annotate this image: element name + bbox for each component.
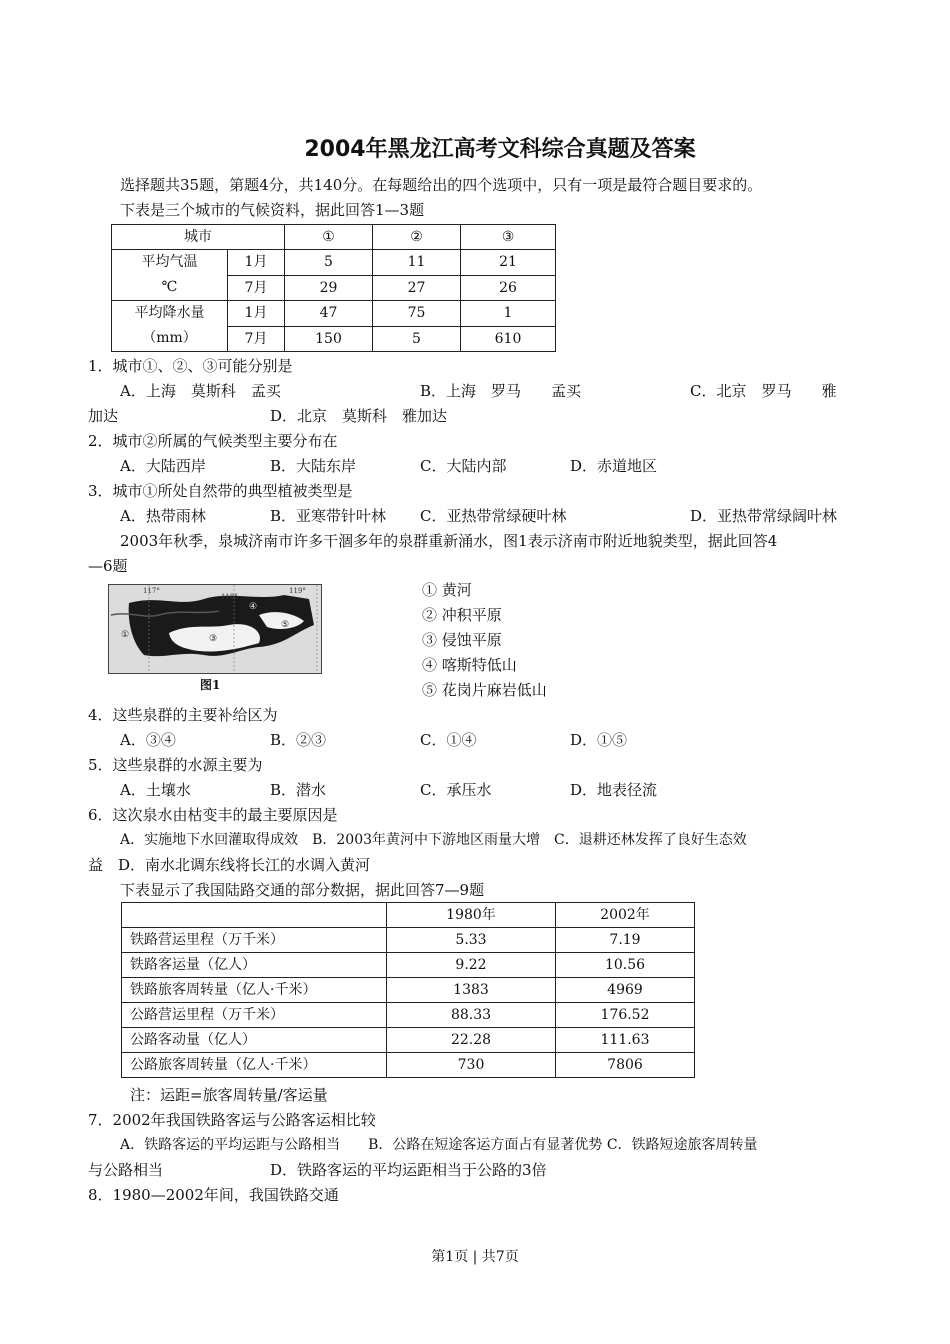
month-cell: 1月 — [228, 250, 285, 276]
temp-cell: 21 — [461, 250, 556, 276]
climate-header-col: ② — [373, 225, 461, 250]
transport-row-label: 铁路营运里程（万千米） — [122, 928, 387, 953]
q6-options-line2: 益 D．南水北调东线将长江的水调入黄河 — [88, 856, 371, 874]
lon-label: 117° — [143, 587, 160, 595]
q7-option-d: D．铁路客运的平均运距相当于公路的3倍 — [270, 1161, 547, 1179]
transport-cell: 22.28 — [387, 1028, 556, 1053]
transport-row-label: 铁路旅客周转量（亿人·千米） — [122, 978, 387, 1003]
landform-map — [108, 584, 322, 674]
temp-label-unit: ℃ — [161, 279, 178, 295]
q6-options-line1: A．实施地下水回灌取得成效 B．2003年黄河中下游地区雨量大增 C．退耕还林发挥了良好生态效 — [120, 832, 747, 848]
map-mark: ④ — [249, 602, 258, 612]
precip-label — [112, 301, 228, 352]
q5-option-a: A．土壤水 — [120, 781, 191, 799]
climate-intro: 下表是三个城市的气候资料，据此回答1—3题 — [120, 201, 425, 219]
transport-cell: 5.33 — [387, 928, 556, 953]
lon-label: 118° — [221, 593, 238, 601]
q6-stem: 6．这次泉水由枯变丰的最主要原因是 — [88, 806, 338, 824]
map-mark: ① — [121, 630, 130, 640]
intro-text: 选择题共35题，第题4分，共140分。在每题给出的四个选项中，只有一项是最符合题目要求的。 — [120, 176, 763, 194]
map-mark: ③ — [209, 634, 218, 644]
q8-stem: 8．1980—2002年间，我国铁路交通 — [88, 1186, 339, 1204]
transport-row-label: 铁路客运量（亿人） — [122, 953, 387, 978]
transport-header-year: 1980年 — [387, 903, 556, 928]
precip-cell: 5 — [373, 326, 461, 352]
q1-option-d: D．北京 莫斯科 雅加达 — [270, 407, 448, 425]
transport-cell: 111.63 — [556, 1028, 695, 1053]
temp-cell: 11 — [373, 250, 461, 276]
transport-header-blank — [122, 903, 387, 928]
q5-option-c: C．承压水 — [420, 781, 492, 799]
transport-row-label: 公路客动量（亿人） — [122, 1028, 387, 1053]
q3-option-d: D．亚热带常绿阔叶林 — [690, 507, 838, 525]
transport-cell: 176.52 — [556, 1003, 695, 1028]
q4-stem: 4．这些泉群的主要补给区为 — [88, 706, 278, 724]
q1-stem: 1．城市①、②、③可能分别是 — [88, 357, 293, 375]
map-mark: ⑤ — [281, 620, 290, 630]
legend-item: ① 黄河 — [422, 581, 472, 599]
precip-label-line: 平均降水量 — [134, 305, 205, 321]
q2-option-c: C．大陆内部 — [420, 457, 507, 475]
precip-label-unit: （mm） — [142, 330, 197, 346]
temp-label — [112, 250, 228, 301]
table-row — [122, 1003, 695, 1028]
climate-header-city: 城市 — [112, 225, 285, 250]
q7-option-a-cont: 与公路相当 — [88, 1161, 164, 1179]
q2-stem: 2．城市②所属的气候类型主要分布在 — [88, 432, 338, 450]
lon-label: 119° — [289, 587, 306, 595]
precip-cell: 75 — [373, 301, 461, 327]
q1-option-c-cont: 加达 — [88, 407, 119, 425]
transport-cell: 9.22 — [387, 953, 556, 978]
q5-option-d: D．地表径流 — [570, 781, 658, 799]
q3-option-c: C．亚热带常绿硬叶林 — [420, 507, 567, 525]
transport-row-label: 公路营运里程（万千米） — [122, 1003, 387, 1028]
precip-cell: 1 — [461, 301, 556, 327]
page-footer: 第1页 | 共7页 — [431, 1249, 519, 1265]
q1-option-c — [690, 381, 836, 401]
legend-item: ② 冲积平原 — [422, 606, 502, 624]
landform-map-svg — [109, 585, 321, 673]
page-title: 2004年黑龙江高考文科综合真题及答案 — [304, 137, 696, 162]
legend-item: ③ 侵蚀平原 — [422, 631, 502, 649]
q5-stem: 5．这些泉群的水源主要为 — [88, 756, 263, 774]
map-mark: ② — [139, 600, 148, 610]
q7-options-line1: A．铁路客运的平均运距与公路相当 B．公路在短途客运方面占有显著优势 C．铁路短途旅客周转量 — [120, 1137, 758, 1153]
month-cell: 7月 — [228, 275, 285, 301]
q4-option-b: B．②③ — [270, 731, 327, 749]
spring-intro-cont: —6题 — [88, 557, 128, 575]
legend-item: ⑤ 花岗片麻岩低山 — [422, 681, 547, 699]
table-row — [122, 1053, 695, 1078]
temp-label-line: 平均气温 — [141, 254, 198, 270]
transport-row-label: 公路旅客周转量（亿人·千米） — [122, 1053, 387, 1078]
legend-item: ④ 喀斯特低山 — [422, 656, 517, 674]
q5-option-b: B．潜水 — [270, 781, 327, 799]
table-row — [122, 953, 695, 978]
q3-stem: 3．城市①所处自然带的典型植被类型是 — [88, 482, 353, 500]
precip-cell: 610 — [461, 326, 556, 352]
spring-intro: 2003年秋季，泉城济南市许多干涸多年的泉群重新涌水，图1表示济南市附近地貌类型，据此回答4 — [120, 532, 778, 550]
transport-cell: 730 — [387, 1053, 556, 1078]
q1-option-b: B．上海 罗马 孟买 — [420, 382, 582, 400]
q7-stem: 7．2002年我国铁路客运与公路客运相比较 — [88, 1111, 376, 1129]
transport-cell: 7806 — [556, 1053, 695, 1078]
transport-cell: 4969 — [556, 978, 695, 1003]
temp-cell: 26 — [461, 275, 556, 301]
month-cell: 1月 — [228, 301, 285, 327]
transport-cell: 10.56 — [556, 953, 695, 978]
climate-table — [111, 224, 556, 352]
q4-option-c: C．①④ — [420, 731, 477, 749]
transport-cell: 88.33 — [387, 1003, 556, 1028]
table-note: 注：运距=旅客周转量/客运量 — [130, 1086, 328, 1104]
q3-option-a: A．热带雨林 — [120, 507, 206, 525]
table-row — [122, 1028, 695, 1053]
transport-intro: 下表显示了我国陆路交通的部分数据，据此回答7—9题 — [120, 881, 485, 899]
temp-cell: 29 — [285, 275, 373, 301]
table-row — [122, 978, 695, 1003]
precip-cell: 150 — [285, 326, 373, 352]
month-cell: 7月 — [228, 326, 285, 352]
q2-option-d: D．赤道地区 — [570, 457, 658, 475]
q4-option-d: D．①⑤ — [570, 731, 628, 749]
q2-option-b: B．大陆东岸 — [270, 457, 357, 475]
climate-header-col: ③ — [461, 225, 556, 250]
q3-option-b: B．亚寒带针叶林 — [270, 507, 387, 525]
figure-caption: 图1 — [200, 678, 221, 692]
transport-table — [121, 902, 695, 1078]
q4-option-a: A．③④ — [120, 731, 176, 749]
temp-cell: 27 — [373, 275, 461, 301]
q1-option-a: A．上海 莫斯科 孟买 — [120, 382, 281, 400]
transport-cell: 7.19 — [556, 928, 695, 953]
transport-cell: 1383 — [387, 978, 556, 1003]
q2-option-a: A．大陆西岸 — [120, 457, 206, 475]
table-row — [122, 928, 695, 953]
q1-option-c-text: C．北京 罗马 雅 — [690, 382, 837, 400]
transport-header-year: 2002年 — [556, 903, 695, 928]
climate-header-col: ① — [285, 225, 373, 250]
temp-cell: 5 — [285, 250, 373, 276]
precip-cell: 47 — [285, 301, 373, 327]
